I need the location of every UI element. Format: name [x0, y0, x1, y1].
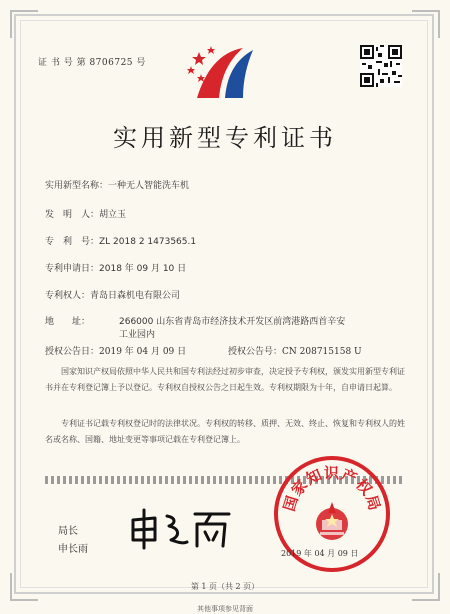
corner-ornament: [10, 10, 38, 38]
field-label: 地 址：: [45, 317, 91, 327]
filing-date-row: [45, 261, 186, 274]
field-label: 授权公告号：: [228, 347, 283, 357]
filing-date: 2018 年 09 月 10 日: [99, 264, 187, 274]
utility-model-name-row: [45, 178, 189, 191]
director-title: 局长: [58, 526, 78, 537]
grant-date: 2019 年 04 月 09 日: [99, 347, 187, 357]
page-indicator: 第 1 页（共 2 页）: [190, 582, 260, 591]
inventor-name: 胡立玉: [99, 210, 127, 220]
grant-date-row: [45, 344, 186, 357]
corner-ornament: [412, 10, 440, 38]
patent-number: ZL 2018 2 1473565.1: [99, 237, 197, 247]
patentee-row: [45, 288, 180, 301]
inventor-row: [45, 207, 126, 220]
patentee-name: 青岛日森机电有限公司: [90, 291, 181, 301]
legal-status-paragraph: 专利证书记载专利权登记时的法律状况。专利权的转移、质押、无效、终止、恢复和专利权人的姓名或名称、国籍、地址变更等事项记载在专利登记簿上。: [45, 419, 405, 444]
address-row: [45, 314, 345, 327]
patent-number-row: [45, 234, 196, 247]
certificate-number: 证 书 号 第 8706725 号: [38, 58, 146, 68]
address-line-2: 工业园内: [119, 330, 156, 340]
field-label: 专利权人：: [45, 291, 91, 301]
field-label: 授权公告日：: [45, 347, 100, 357]
director-name: 申长雨: [58, 544, 88, 555]
grant-number-row: [228, 344, 362, 357]
seal-date: 2019 年 04 月 09 日: [281, 549, 359, 558]
field-label: 专利申请日：: [45, 264, 100, 274]
back-note: 其他事项参见背面: [197, 605, 253, 613]
grant-number: CN 208715158 U: [282, 347, 362, 357]
field-label: 发 明 人：: [45, 210, 100, 220]
certificate-title: 实用新型专利证书: [113, 124, 337, 152]
utility-model-name: 一种无人智能洗车机: [108, 181, 190, 191]
field-label: 专 利 号：: [45, 237, 100, 247]
field-label: 实用新型名称：: [45, 181, 109, 191]
grant-statement-paragraph: 国家知识产权局依照中华人民共和国专利法经过初步审查，决定授予专利权，颁发实用新型专利证书并在专利登记簿上予以登记。专利权自授权公告之日起生效。专利权期限为十年，自申请日起算。: [45, 367, 405, 392]
director-signature: [125, 506, 235, 550]
address-line-1: 266000 山东省青岛市经济技术开发区前湾港路西首辛安: [119, 317, 346, 327]
svg-text:国家知识产权局: 国家知识产权局: [279, 464, 385, 514]
cnipa-logo-icon: [185, 42, 265, 102]
qr-code-icon: [360, 45, 402, 87]
